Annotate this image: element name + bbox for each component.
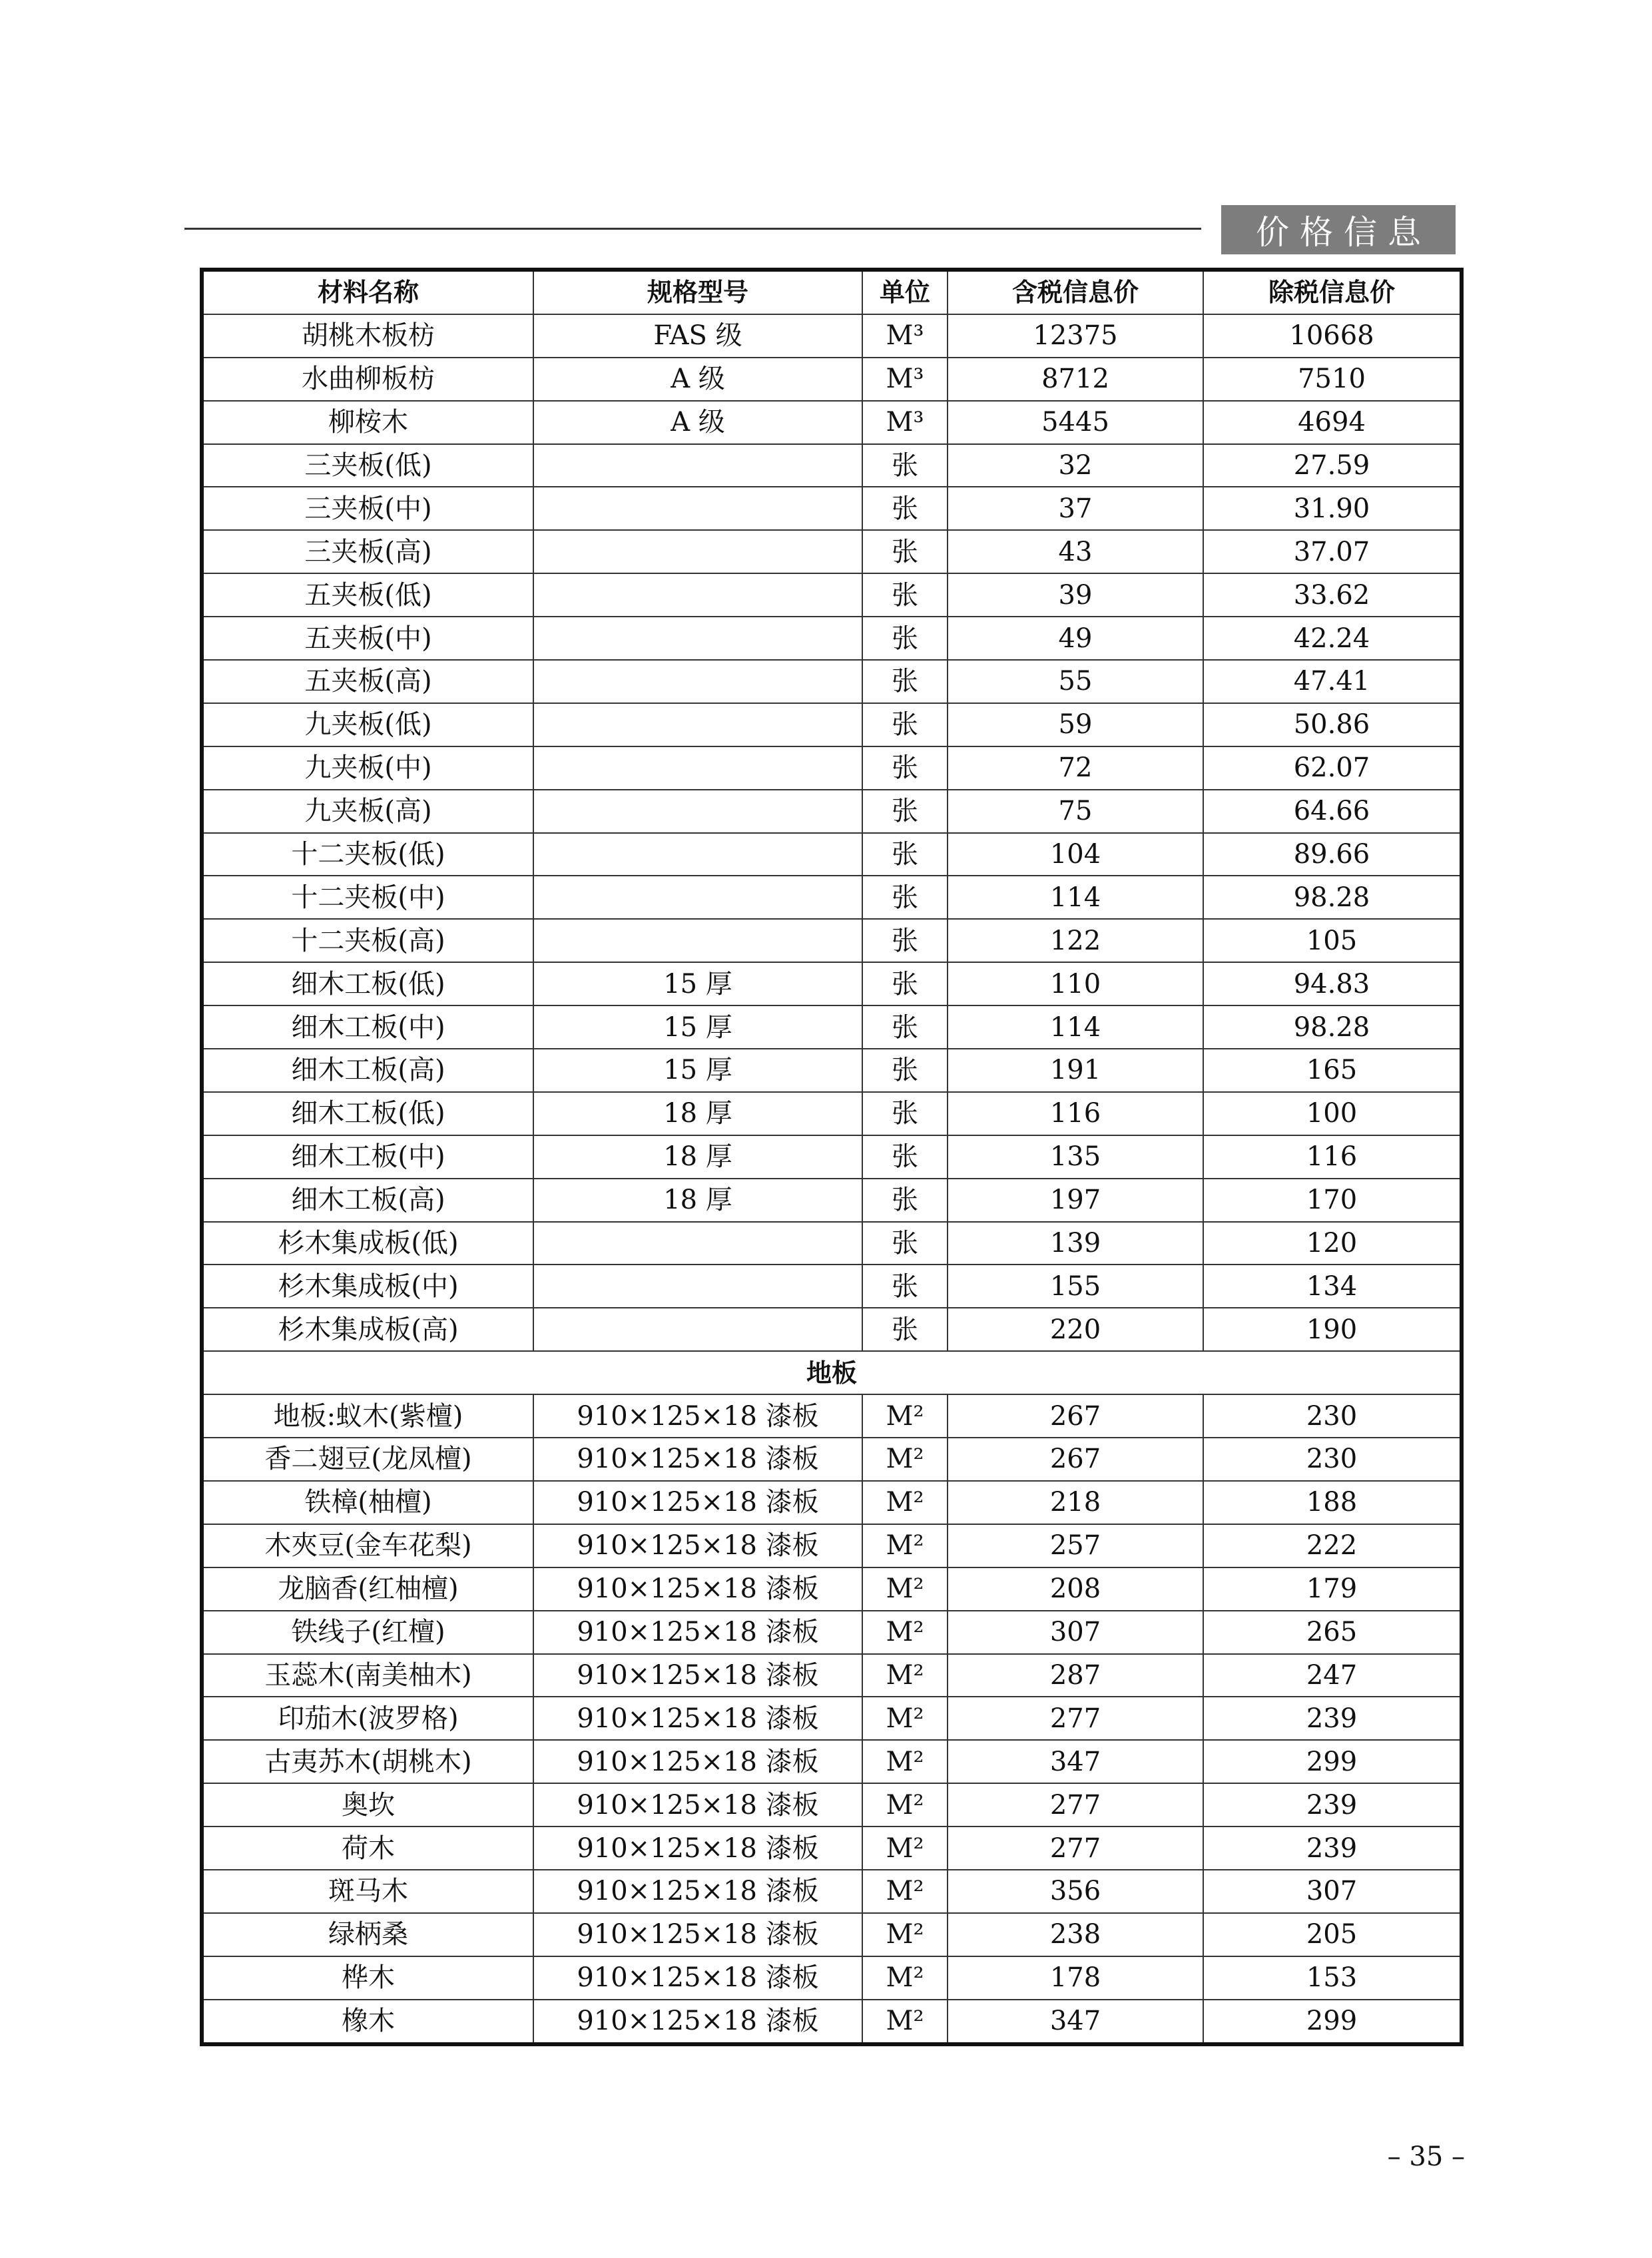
tax-excl-price-cell: 153	[1203, 1956, 1462, 2000]
material-name-cell: 胡桃木板枋	[202, 314, 533, 358]
tax-incl-price-cell: 55	[948, 660, 1203, 703]
unit-cell: M²	[862, 1870, 948, 1913]
spec-cell	[533, 573, 862, 617]
table-row	[202, 444, 1462, 487]
spec-cell: 910×125×18 漆板	[533, 2000, 862, 2044]
spec-cell: 910×125×18 漆板	[533, 1827, 862, 1870]
unit-cell: M²	[862, 1956, 948, 2000]
material-name-cell: 九夹板(高)	[202, 790, 533, 833]
tax-excl-price-cell: 27.59	[1203, 444, 1462, 487]
spec-cell: 910×125×18 漆板	[533, 1697, 862, 1740]
tax-excl-price-cell: 205	[1203, 1913, 1462, 1956]
spec-cell: 910×125×18 漆板	[533, 1783, 862, 1827]
spec-cell	[533, 833, 862, 876]
tax-excl-price-cell: 64.66	[1203, 790, 1462, 833]
spec-cell	[533, 1222, 862, 1265]
spec-cell: 910×125×18 漆板	[533, 1567, 862, 1611]
unit-cell: 张	[862, 790, 948, 833]
tax-incl-price-cell: 122	[948, 919, 1203, 962]
table-row	[202, 573, 1462, 617]
spec-cell	[533, 1265, 862, 1308]
material-name-cell: 五夹板(中)	[202, 617, 533, 660]
unit-cell: M²	[862, 1438, 948, 1481]
table-row	[202, 876, 1462, 919]
tax-excl-price-cell: 239	[1203, 1783, 1462, 1827]
unit-cell: 张	[862, 1222, 948, 1265]
tax-excl-price-cell: 120	[1203, 1222, 1462, 1265]
spec-cell	[533, 1308, 862, 1351]
tax-incl-price-cell: 75	[948, 790, 1203, 833]
unit-cell: M³	[862, 314, 948, 358]
tax-incl-price-cell: 287	[948, 1654, 1203, 1697]
tax-excl-price-cell: 50.86	[1203, 703, 1462, 746]
material-name-cell: 十二夹板(中)	[202, 876, 533, 919]
spec-cell: 910×125×18 漆板	[533, 1394, 862, 1438]
spec-cell: 18 厚	[533, 1135, 862, 1179]
tax-excl-price-cell: 47.41	[1203, 660, 1462, 703]
category-label: 地板	[202, 1351, 1462, 1394]
material-name-cell: 五夹板(高)	[202, 660, 533, 703]
column-header-unit: 单位	[862, 270, 948, 314]
material-name-cell: 十二夹板(低)	[202, 833, 533, 876]
tax-excl-price-cell: 299	[1203, 2000, 1462, 2044]
spec-cell: 910×125×18 漆板	[533, 1956, 862, 2000]
column-header-name: 材料名称	[202, 270, 533, 314]
unit-cell: 张	[862, 660, 948, 703]
table-row	[202, 1956, 1462, 2000]
tax-excl-price-cell: 165	[1203, 1049, 1462, 1092]
table-row	[202, 1308, 1462, 1351]
table-row	[202, 1222, 1462, 1265]
tax-incl-price-cell: 8712	[948, 358, 1203, 401]
unit-cell: 张	[862, 1308, 948, 1351]
table-row	[202, 530, 1462, 573]
material-name-cell: 地板:蚁木(紫檀)	[202, 1394, 533, 1438]
tax-excl-price-cell: 98.28	[1203, 1005, 1462, 1049]
tax-incl-price-cell: 139	[948, 1222, 1203, 1265]
tax-incl-price-cell: 218	[948, 1481, 1203, 1524]
tax-excl-price-cell: 299	[1203, 1740, 1462, 1783]
tax-incl-price-cell: 114	[948, 876, 1203, 919]
table-row	[202, 1438, 1462, 1481]
table-row	[202, 1524, 1462, 1567]
tax-excl-price-cell: 7510	[1203, 358, 1462, 401]
unit-cell: M²	[862, 1524, 948, 1567]
material-name-cell: 铁樟(柚檀)	[202, 1481, 533, 1524]
unit-cell: 张	[862, 833, 948, 876]
spec-cell: 910×125×18 漆板	[533, 1438, 862, 1481]
tax-incl-price-cell: 267	[948, 1394, 1203, 1438]
tax-incl-price-cell: 277	[948, 1783, 1203, 1827]
tax-incl-price-cell: 356	[948, 1870, 1203, 1913]
table-row	[202, 919, 1462, 962]
material-name-cell: 九夹板(低)	[202, 703, 533, 746]
table-header-row	[202, 270, 1462, 314]
spec-cell: 15 厚	[533, 1049, 862, 1092]
material-name-cell: 细木工板(低)	[202, 962, 533, 1005]
unit-cell: M²	[862, 1913, 948, 1956]
tax-incl-price-cell: 59	[948, 703, 1203, 746]
table-row	[202, 746, 1462, 790]
table-row	[202, 1265, 1462, 1308]
unit-cell: 张	[862, 617, 948, 660]
material-name-cell: 杉木集成板(高)	[202, 1308, 533, 1351]
unit-cell: M³	[862, 358, 948, 401]
tax-excl-price-cell: 31.90	[1203, 487, 1462, 530]
material-name-cell: 水曲柳板枋	[202, 358, 533, 401]
unit-cell: M²	[862, 1654, 948, 1697]
table-row	[202, 1394, 1462, 1438]
table-row	[202, 1783, 1462, 1827]
material-name-cell: 细木工板(中)	[202, 1135, 533, 1179]
table-row	[202, 1567, 1462, 1611]
tax-excl-price-cell: 222	[1203, 1524, 1462, 1567]
tax-excl-price-cell: 62.07	[1203, 746, 1462, 790]
unit-cell: 张	[862, 530, 948, 573]
tax-incl-price-cell: 43	[948, 530, 1203, 573]
tax-incl-price-cell: 307	[948, 1611, 1203, 1654]
table-row	[202, 1049, 1462, 1092]
tax-incl-price-cell: 110	[948, 962, 1203, 1005]
spec-cell	[533, 617, 862, 660]
unit-cell: M²	[862, 1481, 948, 1524]
spec-cell	[533, 703, 862, 746]
spec-cell: 910×125×18 漆板	[533, 1870, 862, 1913]
material-name-cell: 绿柄桑	[202, 1913, 533, 1956]
tax-excl-price-cell: 89.66	[1203, 833, 1462, 876]
unit-cell: 张	[862, 876, 948, 919]
table-row	[202, 1740, 1462, 1783]
header-rule	[184, 228, 1201, 230]
column-header-tax-incl-price: 含税信息价	[948, 270, 1203, 314]
table-row	[202, 1697, 1462, 1740]
tax-excl-price-cell: 42.24	[1203, 617, 1462, 660]
unit-cell: M²	[862, 1567, 948, 1611]
spec-cell: 910×125×18 漆板	[533, 1611, 862, 1654]
tax-incl-price-cell: 267	[948, 1438, 1203, 1481]
spec-cell	[533, 487, 862, 530]
tax-excl-price-cell: 105	[1203, 919, 1462, 962]
table-row	[202, 358, 1462, 401]
table-body	[202, 314, 1462, 2044]
table-row	[202, 1611, 1462, 1654]
unit-cell: M²	[862, 1740, 948, 1783]
tax-incl-price-cell: 72	[948, 746, 1203, 790]
table-row	[202, 1913, 1462, 1956]
tax-incl-price-cell: 5445	[948, 401, 1203, 444]
material-name-cell: 杉木集成板(中)	[202, 1265, 533, 1308]
unit-cell: 张	[862, 962, 948, 1005]
material-name-cell: 细木工板(高)	[202, 1179, 533, 1222]
tax-excl-price-cell: 190	[1203, 1308, 1462, 1351]
material-name-cell: 细木工板(中)	[202, 1005, 533, 1049]
tax-excl-price-cell: 4694	[1203, 401, 1462, 444]
tax-excl-price-cell: 116	[1203, 1135, 1462, 1179]
table-row	[202, 1654, 1462, 1697]
material-name-cell: 龙脑香(红柚檀)	[202, 1567, 533, 1611]
tax-excl-price-cell: 33.62	[1203, 573, 1462, 617]
table-row	[202, 1481, 1462, 1524]
spec-cell: A 级	[533, 358, 862, 401]
tax-incl-price-cell: 191	[948, 1049, 1203, 1092]
material-name-cell: 奥坎	[202, 1783, 533, 1827]
table-row	[202, 617, 1462, 660]
spec-cell: FAS 级	[533, 314, 862, 358]
spec-cell	[533, 530, 862, 573]
tax-incl-price-cell: 277	[948, 1827, 1203, 1870]
spec-cell: A 级	[533, 401, 862, 444]
tax-excl-price-cell: 247	[1203, 1654, 1462, 1697]
material-name-cell: 香二翅豆(龙凤檀)	[202, 1438, 533, 1481]
tax-incl-price-cell: 155	[948, 1265, 1203, 1308]
tax-incl-price-cell: 347	[948, 2000, 1203, 2044]
tax-incl-price-cell: 347	[948, 1740, 1203, 1783]
tax-incl-price-cell: 277	[948, 1697, 1203, 1740]
spec-cell	[533, 660, 862, 703]
spec-cell	[533, 444, 862, 487]
page-number: – 35 –	[1387, 2141, 1465, 2172]
spec-cell: 15 厚	[533, 1005, 862, 1049]
tax-excl-price-cell: 94.83	[1203, 962, 1462, 1005]
material-name-cell: 五夹板(低)	[202, 573, 533, 617]
tax-incl-price-cell: 178	[948, 1956, 1203, 2000]
unit-cell: 张	[862, 487, 948, 530]
spec-cell: 18 厚	[533, 1179, 862, 1222]
unit-cell: 张	[862, 703, 948, 746]
tax-excl-price-cell: 307	[1203, 1870, 1462, 1913]
tax-excl-price-cell: 170	[1203, 1179, 1462, 1222]
tax-incl-price-cell: 12375	[948, 314, 1203, 358]
unit-cell: 张	[862, 919, 948, 962]
tax-incl-price-cell: 135	[948, 1135, 1203, 1179]
unit-cell: M²	[862, 1611, 948, 1654]
spec-cell	[533, 919, 862, 962]
unit-cell: 张	[862, 1092, 948, 1135]
table-row	[202, 401, 1462, 444]
column-header-tax-excl-price: 除税信息价	[1203, 270, 1462, 314]
material-name-cell: 柳桉木	[202, 401, 533, 444]
spec-cell: 910×125×18 漆板	[533, 1913, 862, 1956]
table-row	[202, 1179, 1462, 1222]
material-name-cell: 细木工板(高)	[202, 1049, 533, 1092]
table-row	[202, 1092, 1462, 1135]
unit-cell: 张	[862, 1179, 948, 1222]
table-row	[202, 660, 1462, 703]
tax-excl-price-cell: 98.28	[1203, 876, 1462, 919]
tax-excl-price-cell: 134	[1203, 1265, 1462, 1308]
tax-incl-price-cell: 37	[948, 487, 1203, 530]
tax-excl-price-cell: 265	[1203, 1611, 1462, 1654]
material-name-cell: 三夹板(低)	[202, 444, 533, 487]
tax-incl-price-cell: 32	[948, 444, 1203, 487]
material-name-cell: 十二夹板(高)	[202, 919, 533, 962]
material-name-cell: 橡木	[202, 2000, 533, 2044]
unit-cell: M²	[862, 1394, 948, 1438]
spec-cell: 910×125×18 漆板	[533, 1654, 862, 1697]
unit-cell: M²	[862, 1783, 948, 1827]
tax-incl-price-cell: 208	[948, 1567, 1203, 1611]
unit-cell: M²	[862, 2000, 948, 2044]
tax-excl-price-cell: 230	[1203, 1438, 1462, 1481]
unit-cell: M²	[862, 1697, 948, 1740]
material-name-cell: 九夹板(中)	[202, 746, 533, 790]
unit-cell: 张	[862, 444, 948, 487]
unit-cell: 张	[862, 573, 948, 617]
spec-cell	[533, 790, 862, 833]
tax-incl-price-cell: 238	[948, 1913, 1203, 1956]
tax-incl-price-cell: 220	[948, 1308, 1203, 1351]
material-name-cell: 三夹板(高)	[202, 530, 533, 573]
category-row	[202, 1351, 1462, 1394]
unit-cell: M³	[862, 401, 948, 444]
material-name-cell: 铁线子(红檀)	[202, 1611, 533, 1654]
spec-cell	[533, 876, 862, 919]
spec-cell: 910×125×18 漆板	[533, 1481, 862, 1524]
tax-excl-price-cell: 239	[1203, 1697, 1462, 1740]
tax-incl-price-cell: 114	[948, 1005, 1203, 1049]
table-row	[202, 962, 1462, 1005]
tax-excl-price-cell: 179	[1203, 1567, 1462, 1611]
section-title-badge: 价格信息	[1221, 205, 1456, 254]
tax-excl-price-cell: 188	[1203, 1481, 1462, 1524]
unit-cell: 张	[862, 1135, 948, 1179]
material-name-cell: 玉蕊木(南美柚木)	[202, 1654, 533, 1697]
tax-incl-price-cell: 197	[948, 1179, 1203, 1222]
spec-cell: 15 厚	[533, 962, 862, 1005]
unit-cell: M²	[862, 1827, 948, 1870]
material-name-cell: 三夹板(中)	[202, 487, 533, 530]
table-row	[202, 314, 1462, 358]
unit-cell: 张	[862, 1049, 948, 1092]
table-row	[202, 1005, 1462, 1049]
table-row	[202, 1870, 1462, 1913]
material-name-cell: 斑马木	[202, 1870, 533, 1913]
spec-cell: 910×125×18 漆板	[533, 1740, 862, 1783]
column-header-spec: 规格型号	[533, 270, 862, 314]
tax-excl-price-cell: 37.07	[1203, 530, 1462, 573]
material-name-cell: 桦木	[202, 1956, 533, 2000]
tax-incl-price-cell: 39	[948, 573, 1203, 617]
tax-excl-price-cell: 239	[1203, 1827, 1462, 1870]
table-row	[202, 703, 1462, 746]
material-name-cell: 木夾豆(金车花梨)	[202, 1524, 533, 1567]
table-row	[202, 2000, 1462, 2044]
tax-incl-price-cell: 116	[948, 1092, 1203, 1135]
material-name-cell: 细木工板(低)	[202, 1092, 533, 1135]
tax-excl-price-cell: 230	[1203, 1394, 1462, 1438]
unit-cell: 张	[862, 1005, 948, 1049]
material-name-cell: 杉木集成板(低)	[202, 1222, 533, 1265]
tax-incl-price-cell: 257	[948, 1524, 1203, 1567]
spec-cell	[533, 746, 862, 790]
tax-incl-price-cell: 49	[948, 617, 1203, 660]
material-name-cell: 印茄木(波罗格)	[202, 1697, 533, 1740]
tax-incl-price-cell: 104	[948, 833, 1203, 876]
unit-cell: 张	[862, 746, 948, 790]
material-name-cell: 古夷苏木(胡桃木)	[202, 1740, 533, 1783]
table-row	[202, 790, 1462, 833]
spec-cell: 910×125×18 漆板	[533, 1524, 862, 1567]
tax-excl-price-cell: 10668	[1203, 314, 1462, 358]
table-row	[202, 487, 1462, 530]
tax-excl-price-cell: 100	[1203, 1092, 1462, 1135]
unit-cell: 张	[862, 1265, 948, 1308]
material-name-cell: 荷木	[202, 1827, 533, 1870]
spec-cell: 18 厚	[533, 1092, 862, 1135]
table-row	[202, 833, 1462, 876]
price-table	[200, 268, 1464, 2046]
table-row	[202, 1827, 1462, 1870]
table-row	[202, 1135, 1462, 1179]
